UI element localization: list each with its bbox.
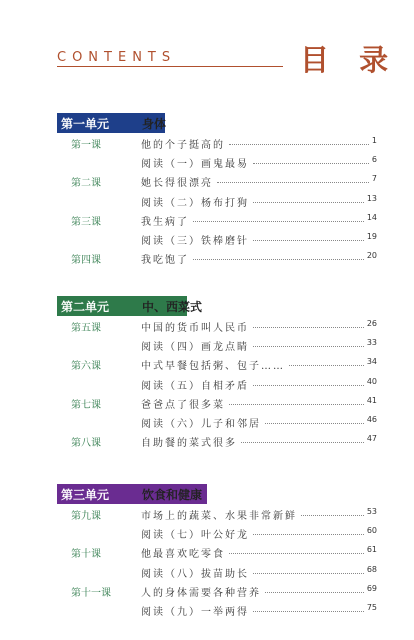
unit-title: 饮食和健康 [142,488,203,502]
page-number: 41 [366,395,377,405]
reading-row[interactable] [57,376,377,392]
page-number: 14 [366,212,377,222]
page-number: 19 [366,232,377,241]
lesson-row[interactable] [57,250,377,266]
leader-dots [265,592,364,593]
leader-dots [253,240,364,241]
unit-label: 第一单元 [61,117,110,131]
lesson-title: 他的个子挺高的 [141,140,225,151]
page-number: 75 [366,603,377,612]
reading-row[interactable] [57,602,377,618]
page-number: 61 [366,545,377,555]
lesson-title: 市场上的蔬菜、水果非常新鲜 [141,511,297,522]
reading-row[interactable] [57,564,377,580]
toc-header [0,0,414,80]
lesson-title: 我生病了 [141,216,189,228]
lesson-title: 自助餐的菜式很多 [141,438,237,450]
page-number: 13 [366,193,377,203]
unit-header [57,113,377,133]
lesson-title: 我吃饱了 [141,255,189,267]
leader-dots [229,144,369,145]
lesson-row[interactable] [57,583,377,599]
lesson-row[interactable] [57,135,377,151]
lesson-number: 第九课 [71,511,101,522]
leader-dots [193,221,364,222]
page-number: 33 [366,338,377,348]
lesson-title: 中国的货币叫人民币 [141,323,249,334]
lesson-number: 第十一课 [71,587,111,599]
page-number: 7 [371,174,377,184]
lesson-title: 她长得很漂亮 [141,178,213,190]
unit-label: 第二单元 [61,300,110,314]
unit-header [57,296,377,316]
lesson-row[interactable] [57,433,377,449]
page-number: 26 [366,319,377,328]
reading-title: 阅读（五）自相矛盾 [141,380,249,392]
lesson-title: 人的身体需要各种营养 [141,587,261,599]
leader-dots [253,611,364,612]
reading-title: 阅读（九）一举两得 [141,607,249,618]
reading-row[interactable] [57,231,377,247]
leader-dots [253,327,364,328]
reading-row[interactable] [57,154,377,170]
leader-dots [253,534,364,535]
leader-dots [301,515,364,516]
lesson-number: 第一课 [71,140,101,151]
lesson-number: 第七课 [71,399,101,411]
lesson-title: 中式早餐包括粥、包子…… [141,361,285,373]
unit-header [57,484,377,504]
lesson-title: 他最喜欢吃零食 [141,549,225,561]
reading-title: 阅读（四）画龙点睛 [141,342,249,354]
leader-dots [253,385,364,386]
page-number: 53 [366,507,377,516]
reading-title: 阅读（二）杨布打狗 [141,197,249,209]
reading-title: 阅读（七）叶公好龙 [141,530,249,542]
leader-dots [289,365,364,366]
page-number: 69 [366,583,377,593]
leader-dots [253,163,369,164]
page-number: 47 [366,434,377,444]
reading-row[interactable] [57,337,377,353]
leader-dots [265,423,364,424]
page-number: 34 [366,357,377,367]
leader-dots [217,182,369,183]
lesson-number: 第八课 [71,438,101,450]
lesson-number: 第十课 [71,549,101,561]
lesson-number: 第三课 [71,216,101,228]
reading-title: 阅读（八）拔苗助长 [141,568,249,580]
lesson-number: 第五课 [71,323,101,334]
reading-row[interactable] [57,525,377,541]
reading-row[interactable] [57,414,377,430]
lesson-number: 第六课 [71,361,101,373]
leader-dots [253,202,364,203]
reading-title: 阅读（一）画鬼最易 [141,159,249,171]
leader-dots [241,442,364,443]
unit-title: 中、西菜式 [142,300,203,314]
lesson-row[interactable] [57,173,377,189]
page-number: 68 [366,564,377,574]
lesson-row[interactable] [57,506,377,522]
lesson-row[interactable] [57,395,377,411]
leader-dots [229,404,364,405]
reading-row[interactable] [57,193,377,209]
contents-heading: CONTENTS [57,50,177,65]
header-rule [57,66,283,67]
reading-title: 阅读（三）铁棒磨针 [141,236,249,247]
leader-dots [193,259,364,260]
lesson-number: 第二课 [71,178,101,190]
page-number: 46 [366,415,377,424]
lesson-row[interactable] [57,318,377,334]
lesson-row[interactable] [57,544,377,560]
unit-2 [57,296,377,450]
page-number: 60 [366,526,377,536]
unit-label: 第三单元 [61,488,110,502]
page-number: 40 [366,376,377,386]
page-number: 20 [366,251,377,261]
unit-3 [57,484,377,618]
page-title: 目 录 [300,43,399,77]
leader-dots [229,553,364,554]
leader-dots [253,573,364,574]
unit-1 [57,113,377,267]
reading-title: 阅读（六）儿子和邻居 [141,419,261,430]
unit-title: 身体 [142,117,167,131]
lesson-row[interactable] [57,356,377,372]
lesson-row[interactable] [57,212,377,228]
page-number: 6 [371,155,377,165]
lesson-title: 爸爸点了很多菜 [141,399,225,411]
lesson-number: 第四课 [71,255,101,267]
leader-dots [253,346,364,347]
page-number: 1 [371,136,377,145]
